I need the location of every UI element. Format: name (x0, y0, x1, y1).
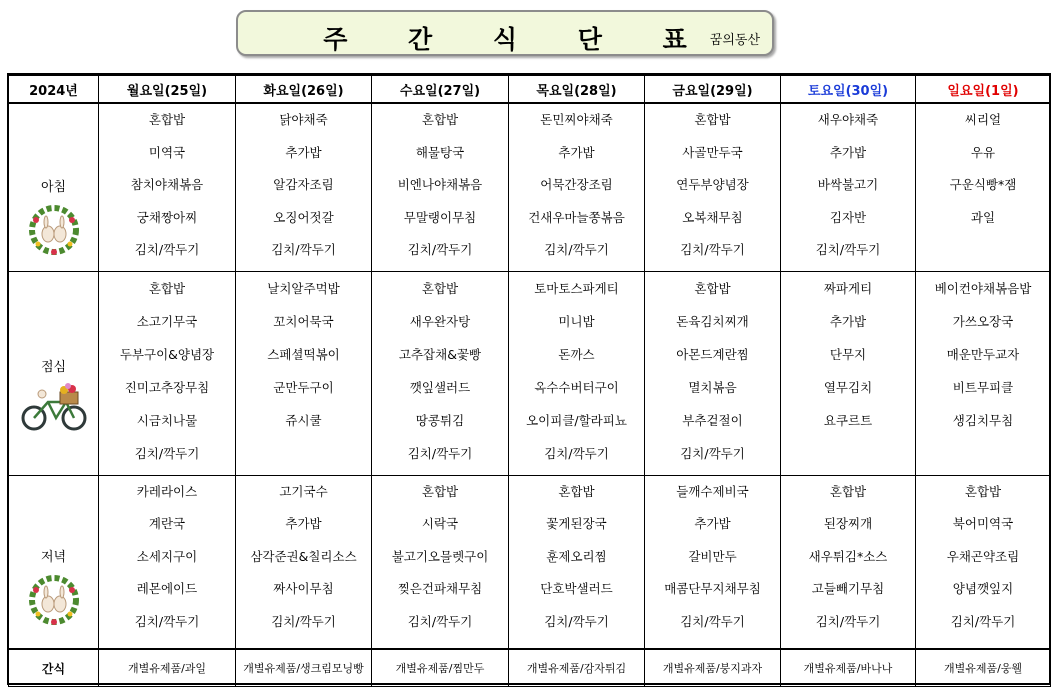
dinner-wed (372, 475, 509, 649)
bicycle-flower-icon (20, 380, 88, 432)
dish: 요쿠르트 (823, 412, 873, 428)
dish: 소세지구이 (136, 548, 198, 564)
dish: 김치/깍두기 (815, 242, 881, 257)
breakfast-sun (916, 103, 1051, 271)
snack-mon: 개별유제품/과일 (99, 649, 236, 687)
dish: 김치/깍두기 (271, 613, 336, 629)
dish: 김치/깍두기 (134, 242, 200, 257)
day-header-sat: 토요일(30일) (781, 75, 916, 103)
dish: 비엔나야채볶음 (397, 177, 483, 192)
dish: 돈까스 (558, 346, 595, 362)
dish: 아몬드계란찜 (676, 346, 749, 362)
dish: 돈육김치찌개 (676, 313, 749, 329)
dish: 김치/깍두기 (271, 242, 336, 257)
lunch-thu (509, 271, 645, 475)
breakfast-row (9, 103, 1051, 271)
dinner-sun (916, 475, 1051, 649)
dish (916, 437, 1050, 470)
dish: 혼합밥 (148, 280, 186, 296)
dish: 카레라이스 (136, 483, 198, 499)
breakfast-thu (509, 103, 645, 271)
dish: 진미고추장무침 (124, 379, 210, 395)
dish: 불고기오믈렛구이 (391, 548, 489, 564)
snack-sat: 개별유제품/바나나 (781, 649, 916, 687)
dish: 건새우마늘쫑볶음 (528, 209, 625, 225)
dish: 새우야채죽 (817, 112, 879, 127)
day-header-wed: 수요일(27일) (372, 75, 509, 103)
dish: 추가밥 (829, 313, 867, 329)
dish: 새우튀김*소스 (808, 548, 888, 564)
dish: 새우완자탕 (409, 313, 471, 329)
breakfast-tue (236, 103, 372, 271)
dish (236, 437, 371, 470)
dish: 갈비만두 (688, 548, 737, 564)
dish: 김치/깍두기 (680, 445, 745, 461)
dish: 오이피클/할라피뇨 (526, 412, 627, 428)
dish: 양념깻잎지 (952, 581, 1014, 596)
dish (916, 234, 1050, 267)
dish: 해물탕국 (415, 144, 465, 160)
dish: 혼합밥 (148, 112, 186, 127)
snack-thu: 개별유제품/감자튀김 (509, 649, 645, 687)
dish: 꼬치어묵국 (273, 313, 334, 329)
bunny-wreath-icon (26, 200, 82, 256)
snack-row (9, 649, 1051, 687)
dish: 혼합밥 (558, 483, 595, 499)
dinner-fri (645, 475, 781, 649)
dish: 김치/깍두기 (544, 242, 609, 257)
dish: 북어미역국 (952, 516, 1014, 531)
dinner-thu (509, 475, 645, 649)
lunch-sat (781, 271, 916, 475)
dish: 멸치볶음 (688, 379, 737, 395)
dish: 과일 (970, 209, 996, 225)
weekly-menu-table (8, 74, 1051, 687)
dish: 혼합밥 (694, 112, 731, 127)
day-header-thu: 목요일(28일) (509, 75, 645, 103)
dish: 단무지 (829, 346, 867, 362)
dish: 오징어젓갈 (273, 209, 334, 225)
dish: 혼합밥 (694, 280, 731, 296)
breakfast-fri (645, 103, 781, 271)
dish: 김치/깍두기 (407, 613, 473, 629)
dish: 짜사이무침 (273, 581, 334, 596)
dish: 쥬시쿨 (285, 412, 322, 428)
dish: 옥수수버터구이 (534, 379, 619, 395)
dish: 가쓰오장국 (952, 313, 1014, 329)
dish: 추가밥 (694, 516, 731, 531)
dish: 깻잎샐러드 (409, 379, 471, 395)
lunch-fri (645, 271, 781, 475)
lunch-row (9, 271, 1051, 475)
dinner-mon (99, 475, 236, 649)
snack-fri: 개별유제품/붕지과자 (645, 649, 781, 687)
dish: 미니밥 (558, 313, 595, 329)
dish: 우채곤약조림 (946, 548, 1020, 564)
dish: 연두부양념장 (676, 177, 749, 192)
dish: 시금치나물 (136, 412, 198, 428)
dish: 참치야채볶음 (130, 177, 204, 192)
dish: 된장찌개 (823, 516, 873, 531)
snack-label: 간식 (9, 649, 99, 687)
dish: 어묵간장조림 (540, 177, 613, 192)
dish: 고기국수 (279, 483, 328, 499)
dish: 비트무피클 (952, 379, 1014, 395)
dish: 추가밥 (285, 516, 322, 531)
dish: 돈민찌야채죽 (540, 112, 613, 127)
dish: 혼합밥 (421, 112, 459, 127)
breakfast-mon (99, 103, 236, 271)
dish: 오복채무침 (682, 209, 743, 225)
dish: 꽃게된장국 (546, 516, 607, 531)
day-header-tue: 화요일(26일) (236, 75, 372, 103)
dish: 두부구이&양념장 (119, 346, 215, 362)
dish: 혼합밥 (421, 483, 459, 499)
dish: 계란국 (148, 516, 186, 531)
dinner-tue (236, 475, 372, 649)
dish: 땅콩튀김 (415, 412, 465, 428)
dish: 날치알주먹밥 (267, 280, 340, 296)
dish: 혼합밥 (964, 483, 1002, 499)
lunch-wed (372, 271, 509, 475)
dish: 베이컨야채볶음밥 (934, 280, 1032, 296)
dish (781, 437, 915, 470)
dish: 매운만두교자 (946, 346, 1020, 362)
dinner-label: 저녁 (40, 549, 67, 565)
dish: 김치/깍두기 (544, 445, 609, 461)
dish: 열무김치 (823, 379, 873, 395)
snack-wed: 개별유제품/찜만두 (372, 649, 509, 687)
header-row (9, 75, 1051, 103)
dish: 찢은건파채무침 (397, 581, 483, 596)
title-banner (236, 10, 774, 56)
dish: 씨리얼 (964, 112, 1002, 127)
dish: 단호박샐러드 (540, 581, 613, 596)
dish: 들깨수제비국 (676, 483, 749, 499)
dish: 군만두구이 (273, 379, 334, 395)
lunch-sun (916, 271, 1051, 475)
dish: 토마토스파게티 (534, 280, 619, 296)
dish: 혼합밥 (829, 483, 867, 499)
dish: 매콤단무지채무침 (664, 581, 761, 596)
dish: 닭야채죽 (279, 112, 328, 127)
dish: 김자반 (829, 209, 867, 225)
facility-name: 꿈의동산 (709, 33, 760, 48)
day-header-mon: 월요일(25일) (99, 75, 236, 103)
dish: 김치/깍두기 (815, 613, 881, 629)
dish: 추가밥 (829, 144, 867, 160)
dish: 레몬에이드 (136, 581, 198, 596)
dinner-row (9, 475, 1051, 649)
dish: 궁채짱아찌 (136, 209, 198, 225)
dish: 김치/깍두기 (134, 445, 200, 461)
dish: 시락국 (421, 516, 459, 531)
breakfast-label-cell (9, 103, 99, 271)
page-title: 주 간 식 단 표 (323, 25, 713, 54)
dinner-sat (781, 475, 916, 649)
dish: 짜파게티 (823, 280, 873, 296)
dish: 김치/깍두기 (680, 613, 745, 629)
day-header-fri: 금요일(29일) (645, 75, 781, 103)
dish: 고추잡채&꽃빵 (398, 346, 482, 362)
dish: 우유 (970, 144, 996, 160)
breakfast-label: 아침 (40, 180, 67, 195)
dish: 혼합밥 (421, 280, 459, 296)
snack-sun: 개별유제품/웅웰 (916, 649, 1051, 687)
dish: 훈제오리찜 (546, 548, 607, 564)
dish: 생김치무침 (952, 412, 1014, 428)
dish: 김치/깍두기 (407, 242, 473, 257)
dish: 추가밥 (285, 144, 322, 160)
dish: 김치/깍두기 (544, 613, 609, 629)
dish: 스페셜떡볶이 (267, 346, 340, 362)
dish: 알감자조림 (273, 177, 334, 192)
dish: 미역국 (148, 144, 186, 160)
dish: 김치/깍두기 (680, 242, 745, 257)
dish: 삼각준권&칠리소스 (250, 548, 357, 564)
dish: 김치/깍두기 (407, 445, 473, 461)
day-header-sun: 일요일(1일) (916, 75, 1051, 103)
dish: 바싹불고기 (817, 177, 879, 192)
lunch-tue (236, 271, 372, 475)
year-header: 2024년 (9, 75, 99, 103)
breakfast-wed (372, 103, 509, 271)
lunch-label-cell (9, 271, 99, 475)
dish: 무말랭이무침 (403, 209, 477, 225)
dish: 사골만두국 (682, 144, 743, 160)
dish: 부추겉절이 (682, 412, 743, 428)
dish: 소고기무국 (136, 313, 198, 329)
dish: 고들빼기무침 (811, 581, 885, 596)
lunch-label: 점심 (40, 359, 67, 375)
breakfast-sat (781, 103, 916, 271)
dinner-label-cell (9, 475, 99, 649)
bunny-wreath-icon (26, 570, 82, 626)
dish: 구운식빵*잼 (949, 177, 1017, 192)
dish: 김치/깍두기 (134, 613, 200, 629)
lunch-mon (99, 271, 236, 475)
snack-tue: 개별유제품/생크림모닝빵 (236, 649, 372, 687)
dish: 추가밥 (558, 144, 595, 160)
dish: 김치/깍두기 (950, 613, 1016, 629)
